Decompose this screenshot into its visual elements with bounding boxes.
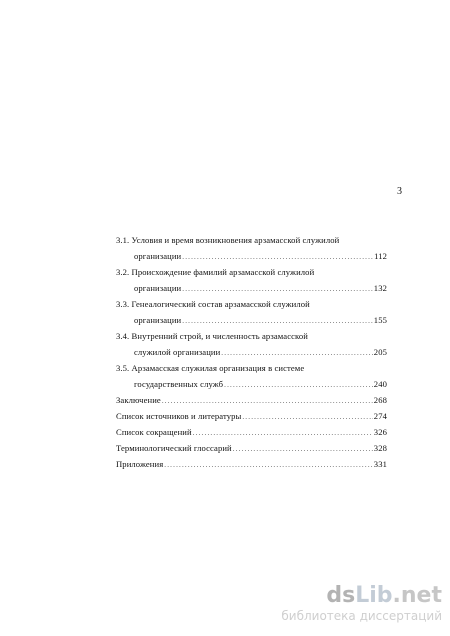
dslib-logo bbox=[272, 585, 442, 607]
toc-page-number: 155 bbox=[373, 315, 387, 325]
toc-page-number: 326 bbox=[373, 427, 387, 437]
toc-page-number: 240 bbox=[373, 379, 387, 389]
toc-entry-title: государственных служб bbox=[134, 379, 224, 389]
toc-entry bbox=[116, 331, 387, 347]
toc-dot-leader bbox=[182, 253, 373, 261]
toc-entry bbox=[116, 459, 387, 475]
toc-entry-title: 3.5. Арзамасская служилая организация в системе bbox=[116, 363, 305, 373]
toc-page-number: 274 bbox=[373, 411, 387, 421]
toc-entry-title: Заключение bbox=[116, 395, 161, 405]
toc-entry-title: Список источников и литературы bbox=[116, 411, 242, 421]
toc-dot-leader bbox=[164, 461, 373, 469]
toc-entry bbox=[116, 283, 387, 299]
toc-entry-title: служилой организации bbox=[134, 347, 221, 357]
toc-entry bbox=[116, 315, 387, 331]
toc-entry bbox=[116, 443, 387, 459]
toc-entry bbox=[116, 379, 387, 395]
toc-dot-leader bbox=[242, 413, 372, 421]
toc-dot-leader bbox=[221, 349, 373, 357]
toc-dot-leader bbox=[182, 317, 373, 325]
toc-dot-leader bbox=[233, 445, 373, 453]
table-of-contents bbox=[116, 235, 387, 475]
toc-page-number: 112 bbox=[374, 251, 387, 261]
toc-entry-title: Список сокращений bbox=[116, 427, 192, 437]
toc-dot-leader bbox=[193, 429, 373, 437]
toc-entry-title: организации bbox=[134, 251, 182, 261]
logo-lib: Lib bbox=[355, 583, 393, 608]
toc-dot-leader bbox=[182, 285, 373, 293]
toc-entry bbox=[116, 363, 387, 379]
toc-entry-title: организации bbox=[134, 315, 182, 325]
logo-ds: ds bbox=[326, 583, 356, 608]
dslib-watermark bbox=[272, 585, 442, 623]
toc-entry bbox=[116, 299, 387, 315]
watermark-caption: библиотека диссертаций bbox=[281, 609, 442, 623]
toc-entry bbox=[116, 395, 387, 411]
toc-page-number: 331 bbox=[373, 459, 387, 469]
toc-entry-title: 3.2. Происхождение фамилий арзамасской служилой bbox=[116, 267, 315, 277]
toc-entry bbox=[116, 347, 387, 363]
toc-page-number: 268 bbox=[373, 395, 387, 405]
toc-page-number: 205 bbox=[373, 347, 387, 357]
page-number: 3 bbox=[397, 186, 402, 197]
toc-dot-leader bbox=[224, 381, 373, 389]
toc-entry-title: Терминологический глоссарий bbox=[116, 443, 232, 453]
toc-entry bbox=[116, 235, 387, 251]
toc-entry bbox=[116, 267, 387, 283]
toc-entry bbox=[116, 427, 387, 443]
toc-entry-title: 3.1. Условия и время возникновения арзамасской служилой bbox=[116, 235, 340, 245]
toc-dot-leader bbox=[162, 397, 373, 405]
toc-entry-title: 3.3. Генеалогический состав арзамасской служилой bbox=[116, 299, 310, 309]
toc-page-number: 132 bbox=[373, 283, 387, 293]
toc-entry-title: организации bbox=[134, 283, 182, 293]
toc-page-number: 328 bbox=[373, 443, 387, 453]
toc-entry-title: Приложения bbox=[116, 459, 164, 469]
logo-net: .net bbox=[392, 583, 442, 608]
toc-entry bbox=[116, 251, 387, 267]
toc-entry bbox=[116, 411, 387, 427]
toc-entry-title: 3.4. Внутренний строй, и численность арзамасской bbox=[116, 331, 308, 341]
